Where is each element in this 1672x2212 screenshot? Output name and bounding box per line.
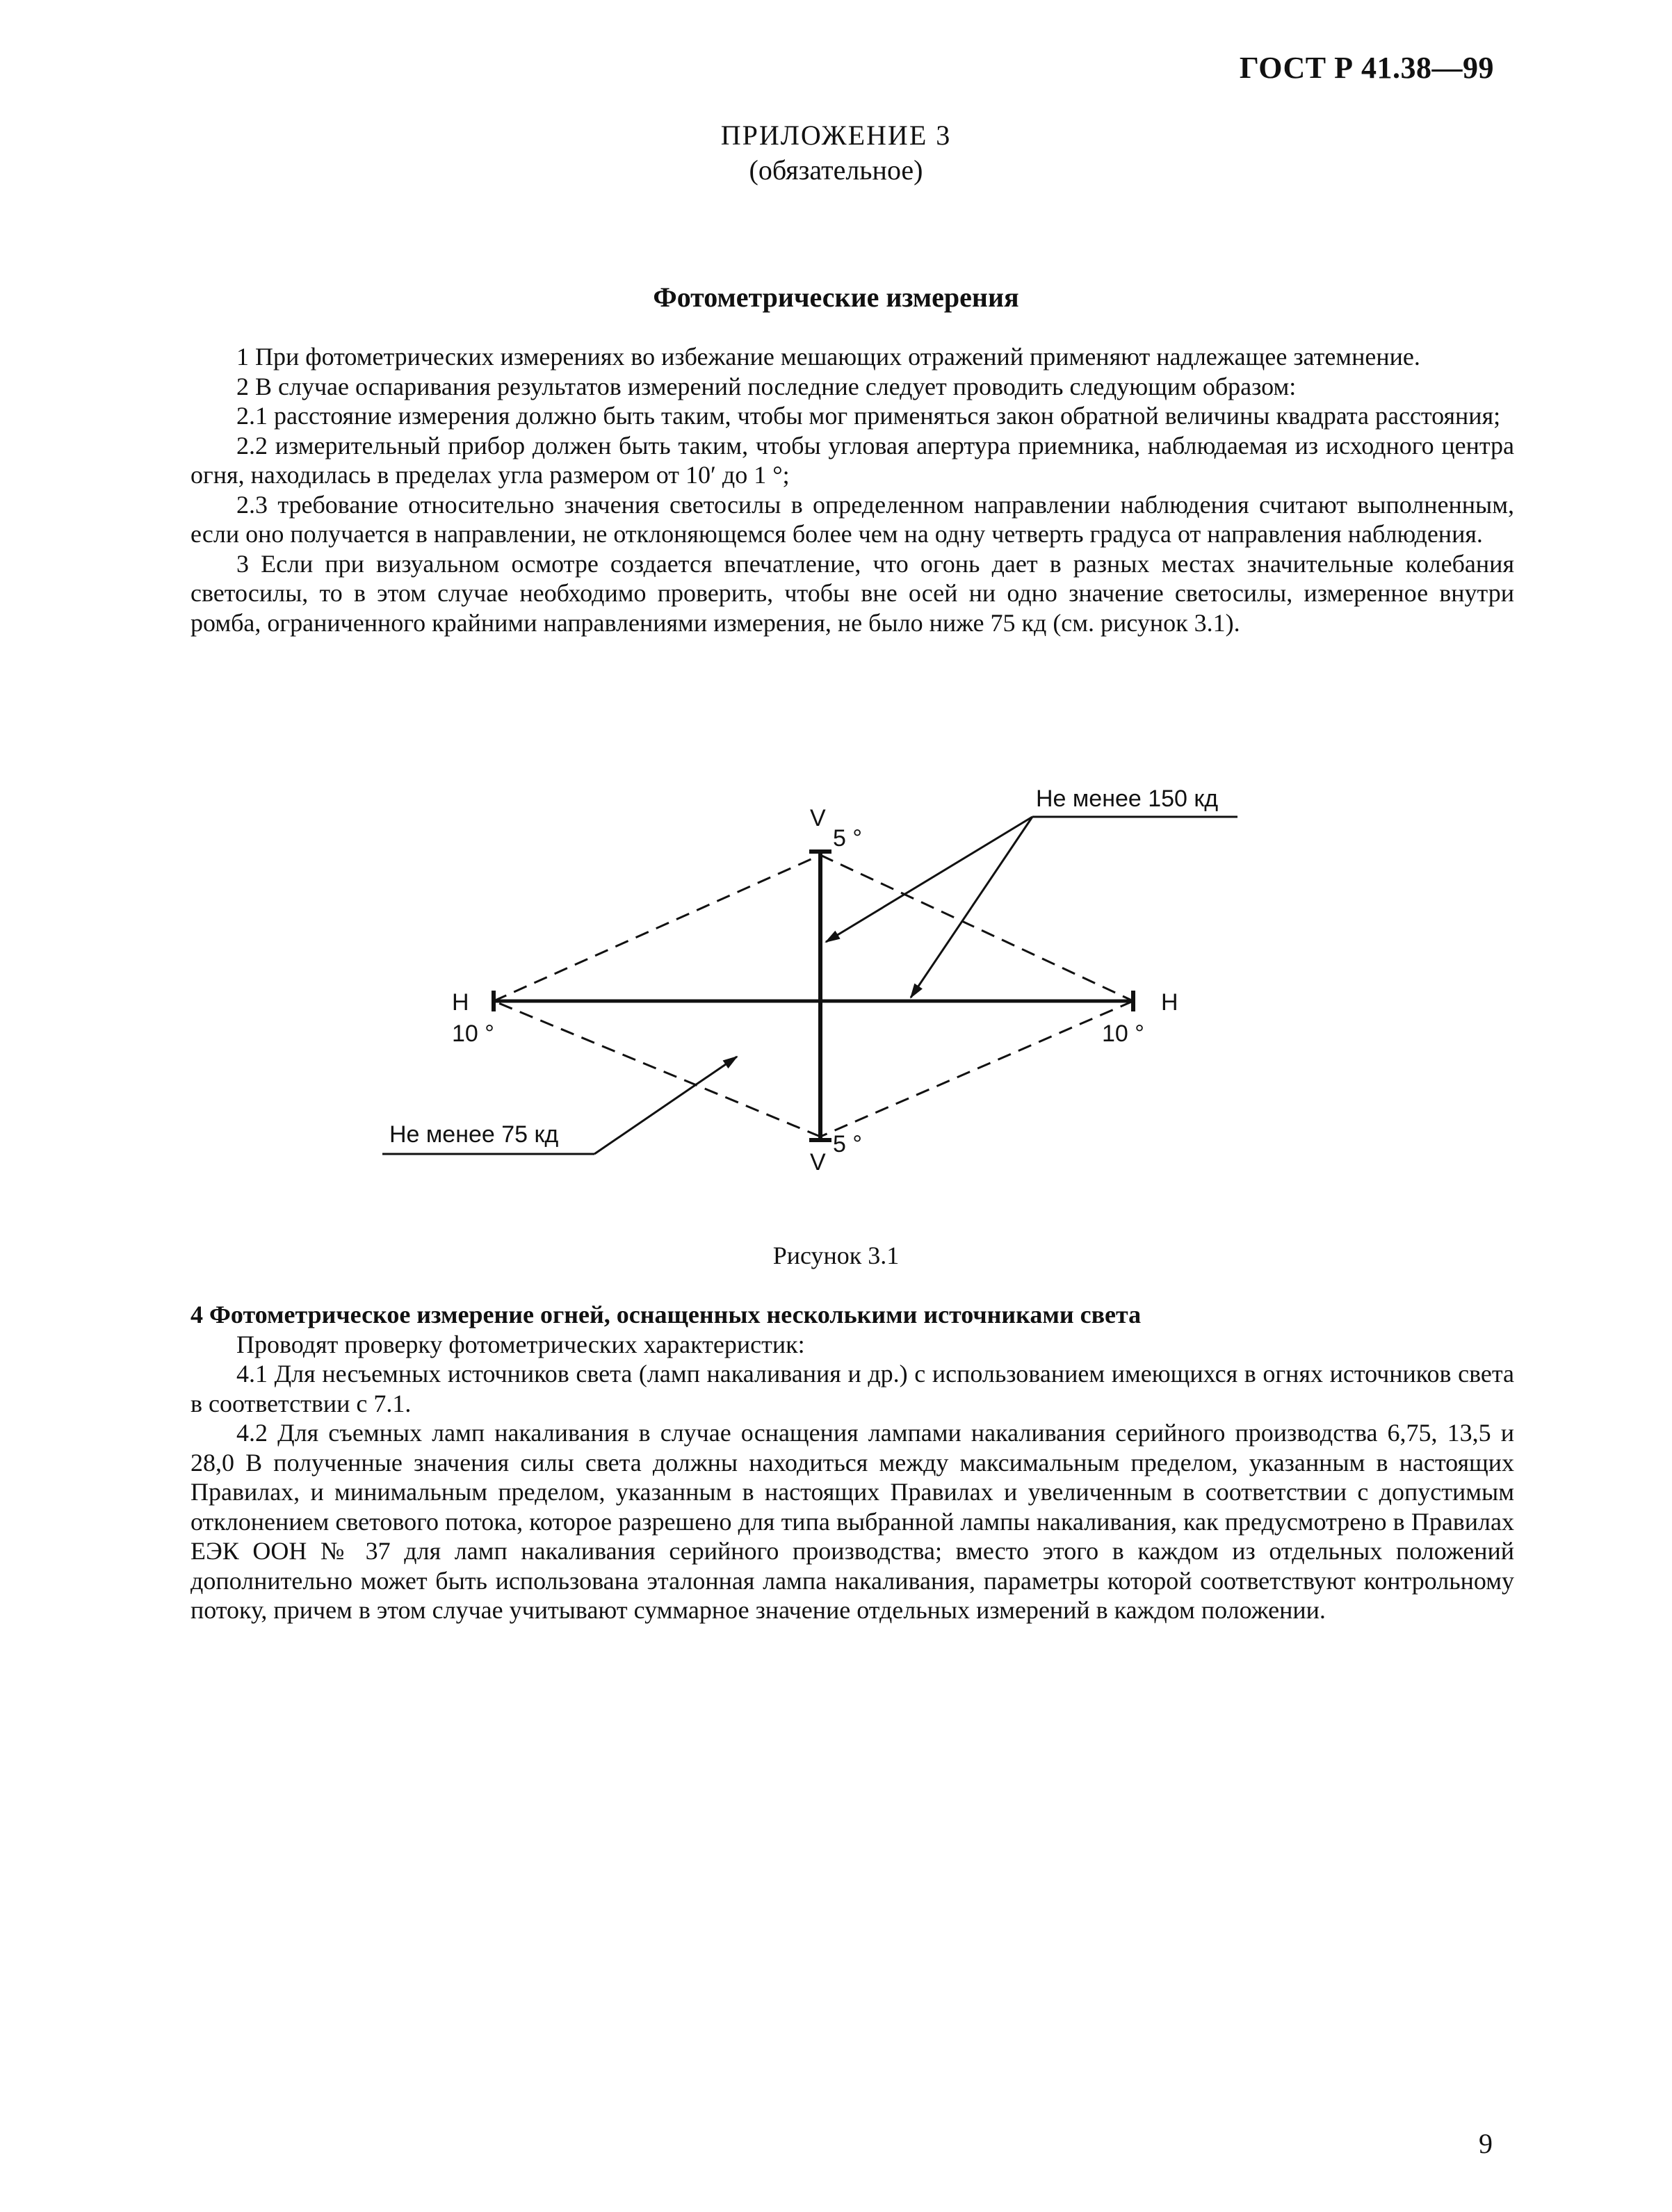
rhombus-diagram [334,768,1307,1199]
label-angle-v-bottom: 5 ° [833,1131,862,1157]
label-v-bottom: V [810,1149,826,1176]
paragraph-1: 1 При фотометрических измерениях во избежание мешающих отражений применяют надлежащее затемнение. [236,343,1420,371]
figure-3-1 [334,768,1307,1199]
page-number: 9 [1479,2128,1493,2159]
section4-paragraph-intro: Проводят проверку фотометрических характеристик: [236,1330,805,1358]
paragraph-2-3: 2.3 требование относительно значения светосилы в определенном направлении наблюдения считают выполненным, если оно получается в направлении, не отклоняющемся более чем на одну четверть градуса от направления наблюдения. [190,490,1514,548]
standard-code: ГОСТ Р 41.38—99 [1239,51,1494,85]
paragraph-3: 3 Если при визуальном осмотре создается впечатление, что огонь дает в разных местах значительные колебания светосилы, то в этом случае необходимо проверить, чтобы вне осей ни одно значение светосилы, измеренное внутри ромба, ограниченного крайними направлениями измерения, не было ниже 75 кд (см. рисунок 3.1). [190,549,1514,637]
appendix-header [0,118,1672,188]
section4-heading: 4 Фотометрическое измерение огней, оснащенных несколькими источниками света [190,1301,1142,1328]
paragraph-2-2: 2.2 измерительный прибор должен быть таким, чтобы угловая апертура приемника, наблюдаемая из исходного центра огня, находилась в пределах угла размером от 10′ до 1 °; [190,431,1514,489]
section-title: Фотометрические измерения [653,282,1019,313]
appendix-title: ПРИЛОЖЕНИЕ 3 [720,120,952,151]
intro-text [190,342,1514,637]
rhombus-edge-top-left [494,855,820,1001]
measurement-rhombus [494,855,1133,1137]
rhombus-edge-bottom-right [820,1001,1133,1137]
section4-paragraph-4-1: 4.1 Для несъемных источников света (ламп накаливания и др.) с использованием имеющихся в огнях источников света в соответствии с 7.1. [190,1360,1514,1417]
section4-text [190,1300,1514,1625]
label-h-right: H [1161,989,1178,1016]
label-angle-h-right: 10 ° [1102,1020,1144,1047]
rhombus-edge-bottom-left [494,1001,820,1137]
label-angle-v-top: 5 ° [833,825,862,852]
section4-paragraph-4-2: 4.2 Для съемных ламп накаливания в случае оснащения лампами накаливания серийного производства 6,75, 13,5 и 28,0 В полученные значения силы света должны находиться между максимальным пределом, указанным в настоящих Правилах, и минимальным пределом, указанным в настоящих Правилах и увеличенным в соответствии с допустимым отклонением светового потока, которое разрешено для типа выбранной лампы накаливания, как предусмотрено в Правилах ЕЭК ООН № 37 для ламп накаливания серийного производства; вместо этого в каждом из отдельных положений дополнительно может быть использована эталонная лампа накаливания, параметры которой соответствуют контрольному потоку, причем в этом случае учитывают суммарное значение отдельных измерений в каждом положении. [190,1419,1514,1624]
appendix-status: (обязательное) [749,154,923,186]
label-h-left: H [452,989,469,1016]
rhombus-edge-top-right [820,855,1133,1001]
paragraph-2-1: 2.1 расстояние измерения должно быть таким, чтобы мог применяться закон обратной величины квадрата расстояния; [236,402,1501,430]
label-min-150: Не менее 150 кд [1036,786,1219,812]
figure-caption: Рисунок 3.1 [772,1242,900,1269]
label-min-75: Не менее 75 кд [389,1121,559,1148]
label-angle-h-left: 10 ° [452,1020,494,1047]
paragraph-2: 2 В случае оспаривания результатов измерений последние следует проводить следующим образом: [236,372,1297,400]
label-v-top: V [810,805,826,831]
arrow-150-to-horizontal [911,817,1032,998]
arrow-75-to-rhombus [594,1057,737,1154]
